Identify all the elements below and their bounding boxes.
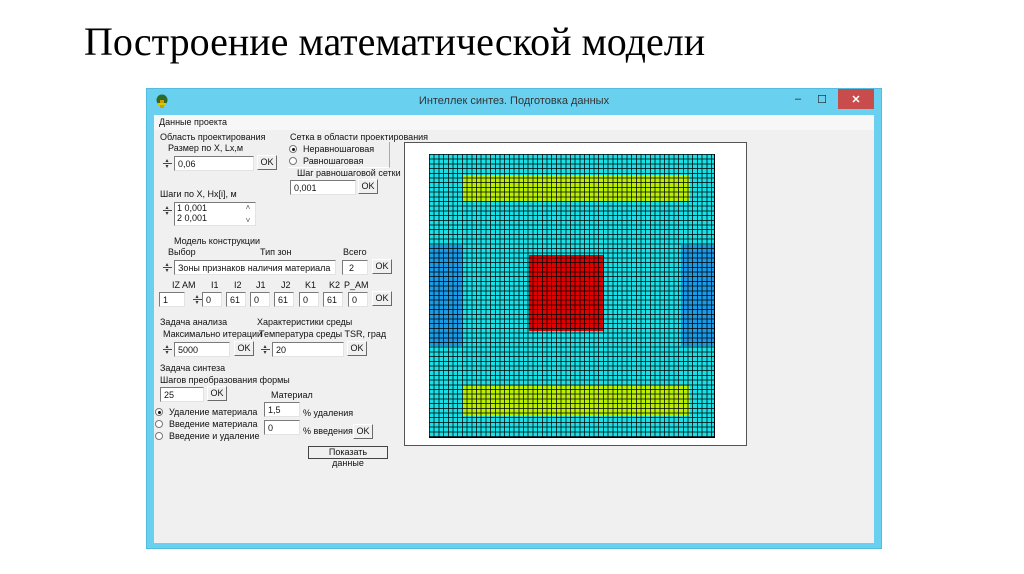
zone-ok-button[interactable]: OK (372, 259, 392, 274)
material-label: Материал (271, 390, 313, 400)
col-j2: J2 (281, 280, 291, 290)
radio-unselected-icon (155, 420, 163, 428)
minimize-button[interactable]: – (794, 93, 802, 105)
introduction-percent-input[interactable]: 0 (264, 420, 300, 435)
iz-am-input[interactable]: 1 (159, 292, 185, 307)
synthesis-label: Задача синтеза (160, 363, 226, 373)
k1-input[interactable]: 0 (299, 292, 319, 307)
removal-percent-input[interactable]: 1,5 (264, 402, 300, 417)
window-title: Интеллек синтез. Подготовка данных (418, 95, 610, 107)
col-iz-am: IZ AM (172, 280, 196, 290)
max-iter-spinner[interactable]: ▴ ▾ (162, 342, 172, 357)
size-x-spinner[interactable]: ▴ ▾ (162, 156, 172, 171)
shape-steps-input[interactable]: 25 (160, 387, 204, 402)
uniform-step-label: Шаг равношаговой сетки (297, 168, 401, 178)
list-item[interactable]: 2 0,001 (177, 213, 208, 223)
removal-percent-label: % удаления (303, 408, 354, 418)
title-bar[interactable] (147, 89, 881, 115)
radio-selected-icon (155, 408, 163, 416)
radio-add-material[interactable] (155, 419, 258, 429)
construction-model-label: Модель конструкции (174, 236, 260, 246)
temperature-input[interactable]: 20 (272, 342, 344, 357)
listbox-scrollbar[interactable] (243, 203, 253, 225)
i2-input[interactable]: 61 (226, 292, 246, 307)
zone-params-ok-button[interactable]: OK (372, 291, 392, 306)
show-data-button[interactable]: Показать данные (308, 446, 388, 459)
radio-unselected-icon (155, 432, 163, 440)
mesh-grid (429, 154, 715, 438)
client-area (154, 115, 874, 543)
shape-steps-ok-button[interactable]: OK (207, 386, 227, 401)
total-label: Всего (343, 247, 367, 257)
size-x-label: Размер по X, Lx,м (168, 143, 244, 153)
radio-unselected-icon (289, 157, 297, 165)
col-j1: J1 (256, 280, 266, 290)
analysis-label: Задача анализа (160, 317, 228, 327)
introduction-percent-label: % введения (303, 426, 353, 436)
size-x-ok-button[interactable]: OK (257, 155, 277, 170)
zone-type-label: Тип зон (260, 247, 292, 257)
radio-add-remove-label: Введение и удаление (169, 431, 260, 441)
steps-x-listbox[interactable] (174, 202, 256, 226)
total-input[interactable]: 2 (342, 260, 368, 275)
col-k1: K1 (305, 280, 317, 290)
design-area-label: Область проектирования (160, 132, 266, 142)
environment-label: Характеристики среды (257, 317, 353, 327)
temperature-spinner[interactable]: ▴ ▾ (260, 342, 270, 357)
radio-remove-material-label: Удаление материала (169, 407, 258, 417)
radio-uniform[interactable] (289, 156, 363, 166)
grid-settings-label: Сетка в области проектирования (290, 132, 429, 142)
col-i2: I2 (234, 280, 242, 290)
p-am-input[interactable]: 0 (348, 292, 368, 307)
close-button[interactable]: ✕ (838, 89, 874, 109)
radio-remove-material[interactable] (155, 407, 257, 417)
col-k2: K2 (329, 280, 341, 290)
material-ok-button[interactable]: OK (353, 424, 373, 439)
list-item[interactable]: 1 0,001 (177, 203, 208, 213)
slide-title: Построение математической модели (84, 19, 706, 64)
steps-x-spinner[interactable]: ▴ ▾ (162, 203, 172, 218)
radio-nonuniform[interactable] (289, 144, 374, 154)
max-iter-label: Максимально итерации (163, 329, 263, 339)
radio-add-remove[interactable] (155, 431, 260, 441)
scroll-up-icon[interactable]: ˄ (245, 203, 251, 212)
zone-type-spinner[interactable]: ▴ ▾ (162, 260, 172, 275)
j2-input[interactable]: 61 (274, 292, 294, 307)
zone-type-input[interactable]: Зоны признаков наличия материала (174, 260, 336, 275)
maximize-button[interactable]: ☐ (817, 93, 827, 106)
mesh-grid-lines (429, 154, 715, 438)
scroll-down-icon[interactable]: ˅ (245, 216, 251, 225)
model-plot-frame (404, 142, 747, 446)
max-iter-input[interactable]: 5000 (174, 342, 230, 357)
iz-am-spinner[interactable]: ▴ ▾ (192, 292, 202, 307)
radio-nonuniform-label: Неравношаговая (303, 144, 375, 154)
max-iter-ok-button[interactable]: OK (234, 341, 254, 356)
temperature-label: Температура среды TSR, град (259, 329, 387, 339)
col-p-am: P_AM (344, 280, 369, 290)
menu-bar (154, 115, 874, 130)
j1-input[interactable]: 0 (250, 292, 270, 307)
app-window (146, 88, 882, 549)
col-i1: I1 (211, 280, 219, 290)
size-x-input[interactable]: 0,06 (174, 156, 254, 171)
uniform-step-input[interactable]: 0,001 (290, 180, 356, 195)
menu-item-project-data[interactable]: Данные проекта (159, 117, 227, 127)
choice-label: Выбор (168, 247, 196, 257)
radio-add-material-label: Введение материала (169, 419, 258, 429)
uniform-step-ok-button[interactable]: OK (358, 179, 378, 194)
k2-input[interactable]: 61 (323, 292, 343, 307)
steps-x-label: Шаги по X, Hx[i], м (160, 189, 237, 199)
radio-uniform-label: Равношаговая (303, 156, 364, 166)
temperature-ok-button[interactable]: OK (347, 341, 367, 356)
shape-steps-label: Шагов преобразования формы (160, 375, 290, 385)
radio-selected-icon (289, 145, 297, 153)
i1-input[interactable]: 0 (202, 292, 222, 307)
